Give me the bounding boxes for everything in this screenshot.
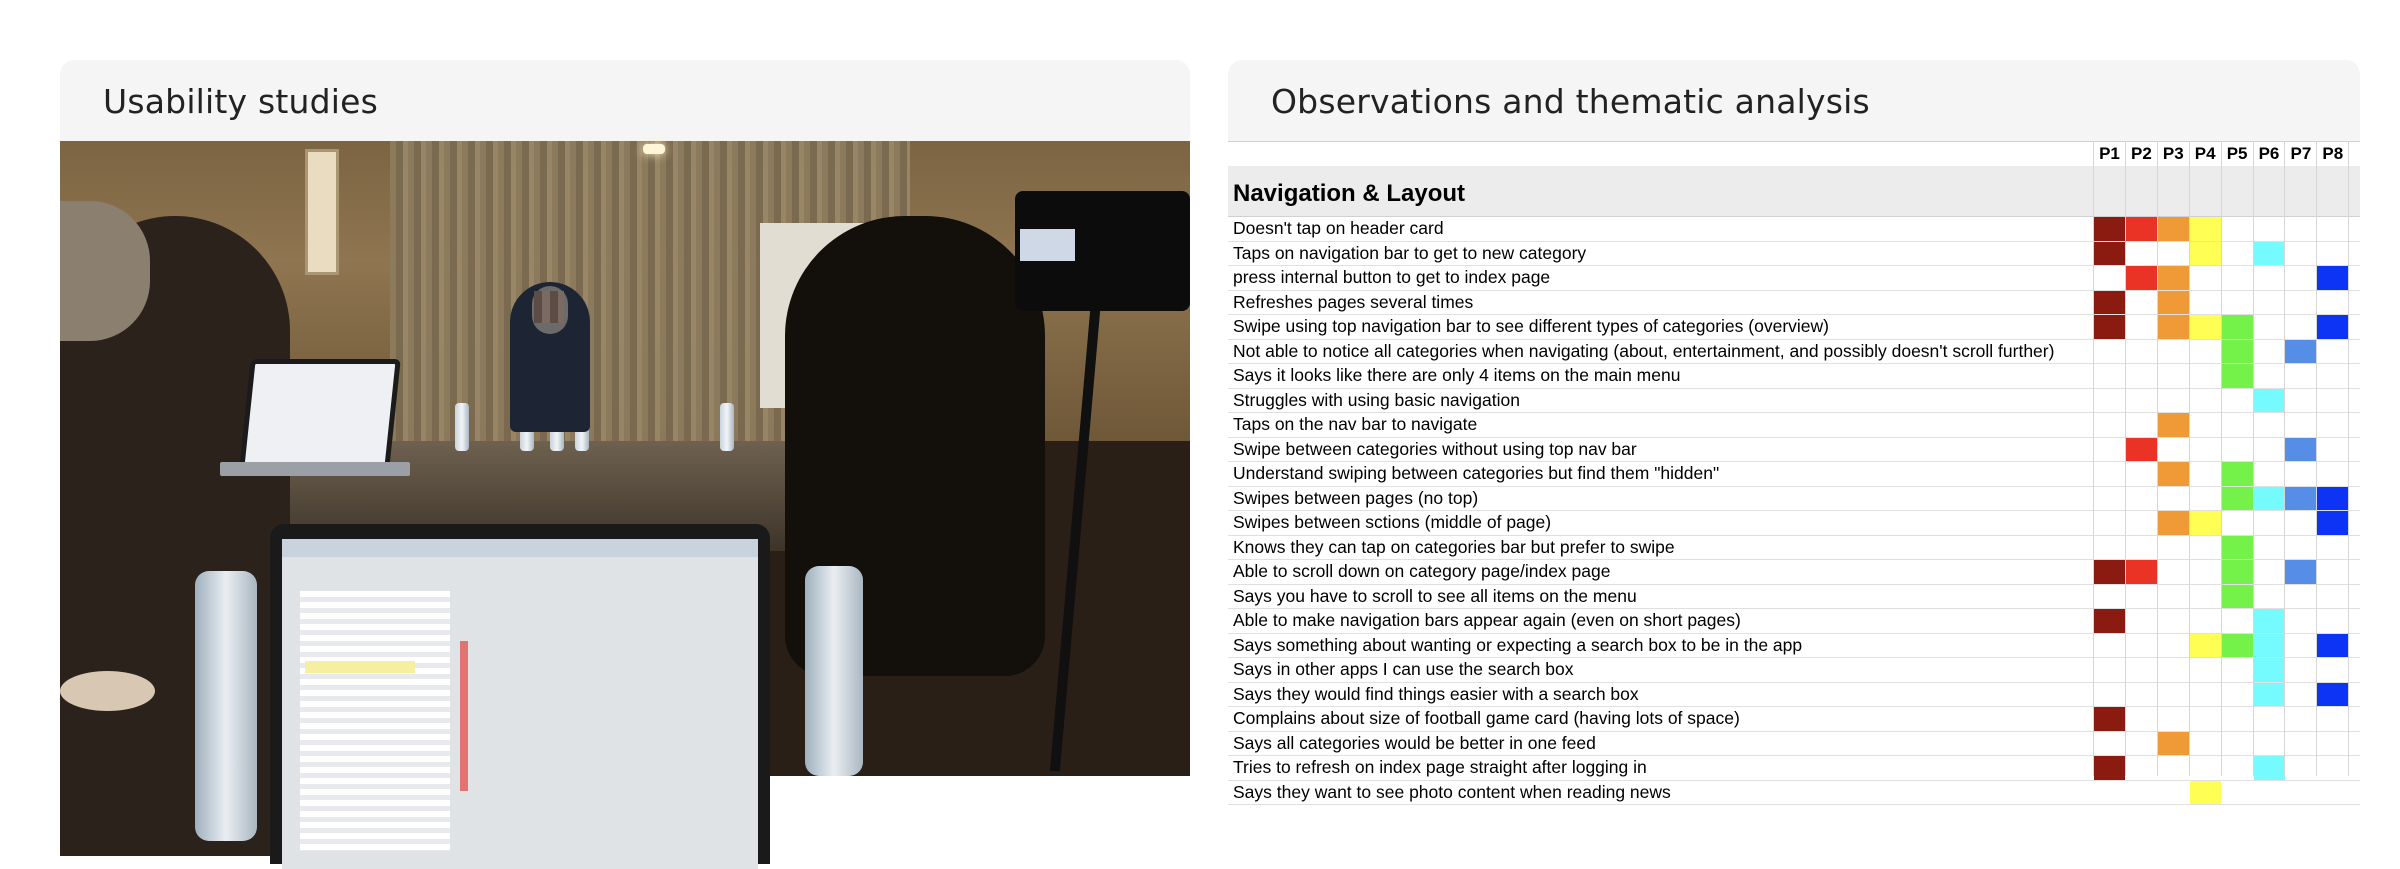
participant-header-p7: P7 — [2290, 144, 2312, 163]
usability-studies-card — [60, 60, 1190, 776]
participant-header-p2: P2 — [2130, 144, 2152, 163]
observation-row — [1228, 438, 2360, 463]
mark-p4 — [2190, 781, 2221, 805]
mark-p5 — [2222, 487, 2253, 511]
usability-study-photo — [60, 141, 1190, 776]
mark-p6 — [2254, 756, 2285, 780]
mark-p6 — [2254, 242, 2285, 266]
participant-header-p6: P6 — [2258, 144, 2280, 163]
observation-label: Taps on the nav bar to navigate — [1233, 414, 1478, 434]
mark-p1 — [2094, 707, 2125, 731]
mark-p3 — [2158, 217, 2189, 241]
mark-p8 — [2317, 487, 2348, 511]
column-divider — [2253, 141, 2254, 776]
observation-row — [1228, 364, 2360, 389]
observation-label: Complains about size of football game card (having lots of space) — [1233, 708, 1740, 728]
mark-p1 — [2094, 291, 2125, 315]
mark-p2 — [2126, 438, 2157, 462]
observation-label: Tries to refresh on index page straight after logging in — [1233, 757, 1647, 777]
card-title: Observations and thematic analysis — [1271, 82, 1870, 121]
mark-p5 — [2222, 634, 2253, 658]
participant-header-p8: P8 — [2322, 144, 2344, 163]
observation-row — [1228, 560, 2360, 585]
observation-row — [1228, 315, 2360, 340]
observation-label: Swipes between sctions (middle of page) — [1233, 512, 1552, 532]
observation-row — [1228, 266, 2360, 291]
mark-p6 — [2254, 609, 2285, 633]
mark-p2 — [2126, 217, 2157, 241]
observation-label: Says you have to scroll to see all items on the menu — [1233, 585, 1637, 606]
mark-p7 — [2285, 438, 2316, 462]
observation-row — [1228, 781, 2360, 806]
mark-p2 — [2126, 266, 2157, 290]
mark-p7 — [2285, 560, 2316, 584]
observation-label: Says they would find things easier with a search box — [1233, 683, 1639, 704]
observation-row — [1228, 291, 2360, 316]
observation-row — [1228, 732, 2360, 757]
mark-p6 — [2254, 389, 2285, 413]
observation-row — [1228, 242, 2360, 267]
column-divider — [2189, 141, 2190, 776]
mark-p3 — [2158, 732, 2189, 756]
mark-p5 — [2222, 462, 2253, 486]
mark-p3 — [2158, 511, 2189, 535]
participant-header-p1: P1 — [2099, 144, 2120, 163]
mark-p8 — [2317, 683, 2348, 707]
observation-row — [1228, 217, 2360, 242]
observation-row — [1228, 609, 2360, 634]
mark-p6 — [2254, 487, 2285, 511]
column-divider — [2157, 141, 2158, 776]
mark-p7 — [2285, 487, 2316, 511]
observation-row — [1228, 683, 2360, 708]
column-divider — [2284, 141, 2285, 776]
observation-label: Knows they can tap on categories bar but prefer to swipe — [1233, 536, 1675, 557]
observation-rows — [1228, 217, 2360, 805]
mark-p8 — [2317, 315, 2348, 339]
section-header — [1228, 166, 2360, 217]
mark-p5 — [2222, 340, 2253, 364]
column-divider — [2221, 141, 2222, 776]
mark-p1 — [2094, 242, 2125, 266]
observation-label: Able to scroll down on category page/index page — [1233, 561, 1611, 581]
mark-p4 — [2190, 634, 2221, 658]
mark-p3 — [2158, 462, 2189, 486]
mark-p1 — [2094, 217, 2125, 241]
mark-p3 — [2158, 315, 2189, 339]
observation-label: Refreshes pages several times — [1233, 291, 1474, 312]
observation-label: press internal button to get to index page — [1233, 267, 1551, 287]
observation-label: Says it looks like there are only 4 items on the main menu — [1233, 365, 1681, 385]
mark-p4 — [2190, 242, 2221, 266]
observation-label: Swipes between pages (no top) — [1233, 487, 1479, 508]
participant-header-row — [1228, 141, 2360, 167]
mark-p1 — [2094, 756, 2125, 780]
mark-p5 — [2222, 536, 2253, 560]
column-divider — [2125, 141, 2126, 776]
observation-label: Swipe between categories without using top nav bar — [1233, 438, 1637, 459]
observation-label: Understand swiping between categories but find them "hidden" — [1233, 463, 1720, 483]
mark-p1 — [2094, 315, 2125, 339]
column-divider — [2348, 141, 2349, 776]
mark-p7 — [2285, 340, 2316, 364]
mark-p8 — [2317, 511, 2348, 535]
mark-p5 — [2222, 560, 2253, 584]
observation-row — [1228, 389, 2360, 414]
observation-label: Able to make navigation bars appear again (even on short pages) — [1233, 610, 1741, 630]
participant-header-p5: P5 — [2226, 144, 2248, 163]
mark-p8 — [2317, 634, 2348, 658]
observation-row — [1228, 658, 2360, 683]
observation-row — [1228, 756, 2360, 781]
mark-p1 — [2094, 609, 2125, 633]
observation-label: Swipe using top navigation bar to see different types of categories (overview) — [1233, 316, 1829, 336]
observation-row — [1228, 487, 2360, 512]
observation-row — [1228, 585, 2360, 610]
observation-row — [1228, 462, 2360, 487]
participant-header-p3: P3 — [2162, 144, 2184, 163]
mark-p8 — [2317, 266, 2348, 290]
observation-label: Doesn't tap on header card — [1233, 218, 1444, 238]
observation-label: Not able to notice all categories when navigating (about, entertainment, and possibly doesn't scroll further) — [1233, 340, 2055, 361]
mark-p3 — [2158, 266, 2189, 290]
mark-p5 — [2222, 585, 2253, 609]
card-title: Usability studies — [103, 82, 379, 121]
observation-row — [1228, 634, 2360, 659]
observation-label: Says something about wanting or expecting a search box to be in the app — [1233, 634, 1803, 655]
mark-p4 — [2190, 217, 2221, 241]
mark-p5 — [2222, 315, 2253, 339]
mark-p6 — [2254, 683, 2285, 707]
mark-p6 — [2254, 658, 2285, 682]
column-divider — [2093, 141, 2094, 776]
section-title: Navigation & Layout — [1233, 180, 1466, 207]
observations-card — [1228, 60, 2360, 802]
observation-row — [1228, 413, 2360, 438]
mark-p1 — [2094, 560, 2125, 584]
mark-p2 — [2126, 560, 2157, 584]
column-divider — [2316, 141, 2317, 776]
mark-p4 — [2190, 511, 2221, 535]
mark-p3 — [2158, 413, 2189, 437]
mark-p6 — [2254, 634, 2285, 658]
observation-row — [1228, 707, 2360, 732]
thematic-analysis-sheet — [1228, 141, 2360, 802]
mark-p5 — [2222, 364, 2253, 388]
mark-p3 — [2158, 291, 2189, 315]
observation-row — [1228, 340, 2360, 365]
observation-label: Says all categories would be better in one feed — [1233, 732, 1596, 753]
mark-p4 — [2190, 315, 2221, 339]
participant-header-p4: P4 — [2194, 144, 2216, 163]
observation-row — [1228, 511, 2360, 536]
observation-label: Taps on navigation bar to get to new category — [1233, 242, 1587, 263]
observation-row — [1228, 536, 2360, 561]
observation-label: Says they want to see photo content when reading news — [1233, 781, 1671, 802]
observation-label: Says in other apps I can use the search box — [1233, 659, 1574, 679]
observation-label: Struggles with using basic navigation — [1233, 389, 1520, 410]
